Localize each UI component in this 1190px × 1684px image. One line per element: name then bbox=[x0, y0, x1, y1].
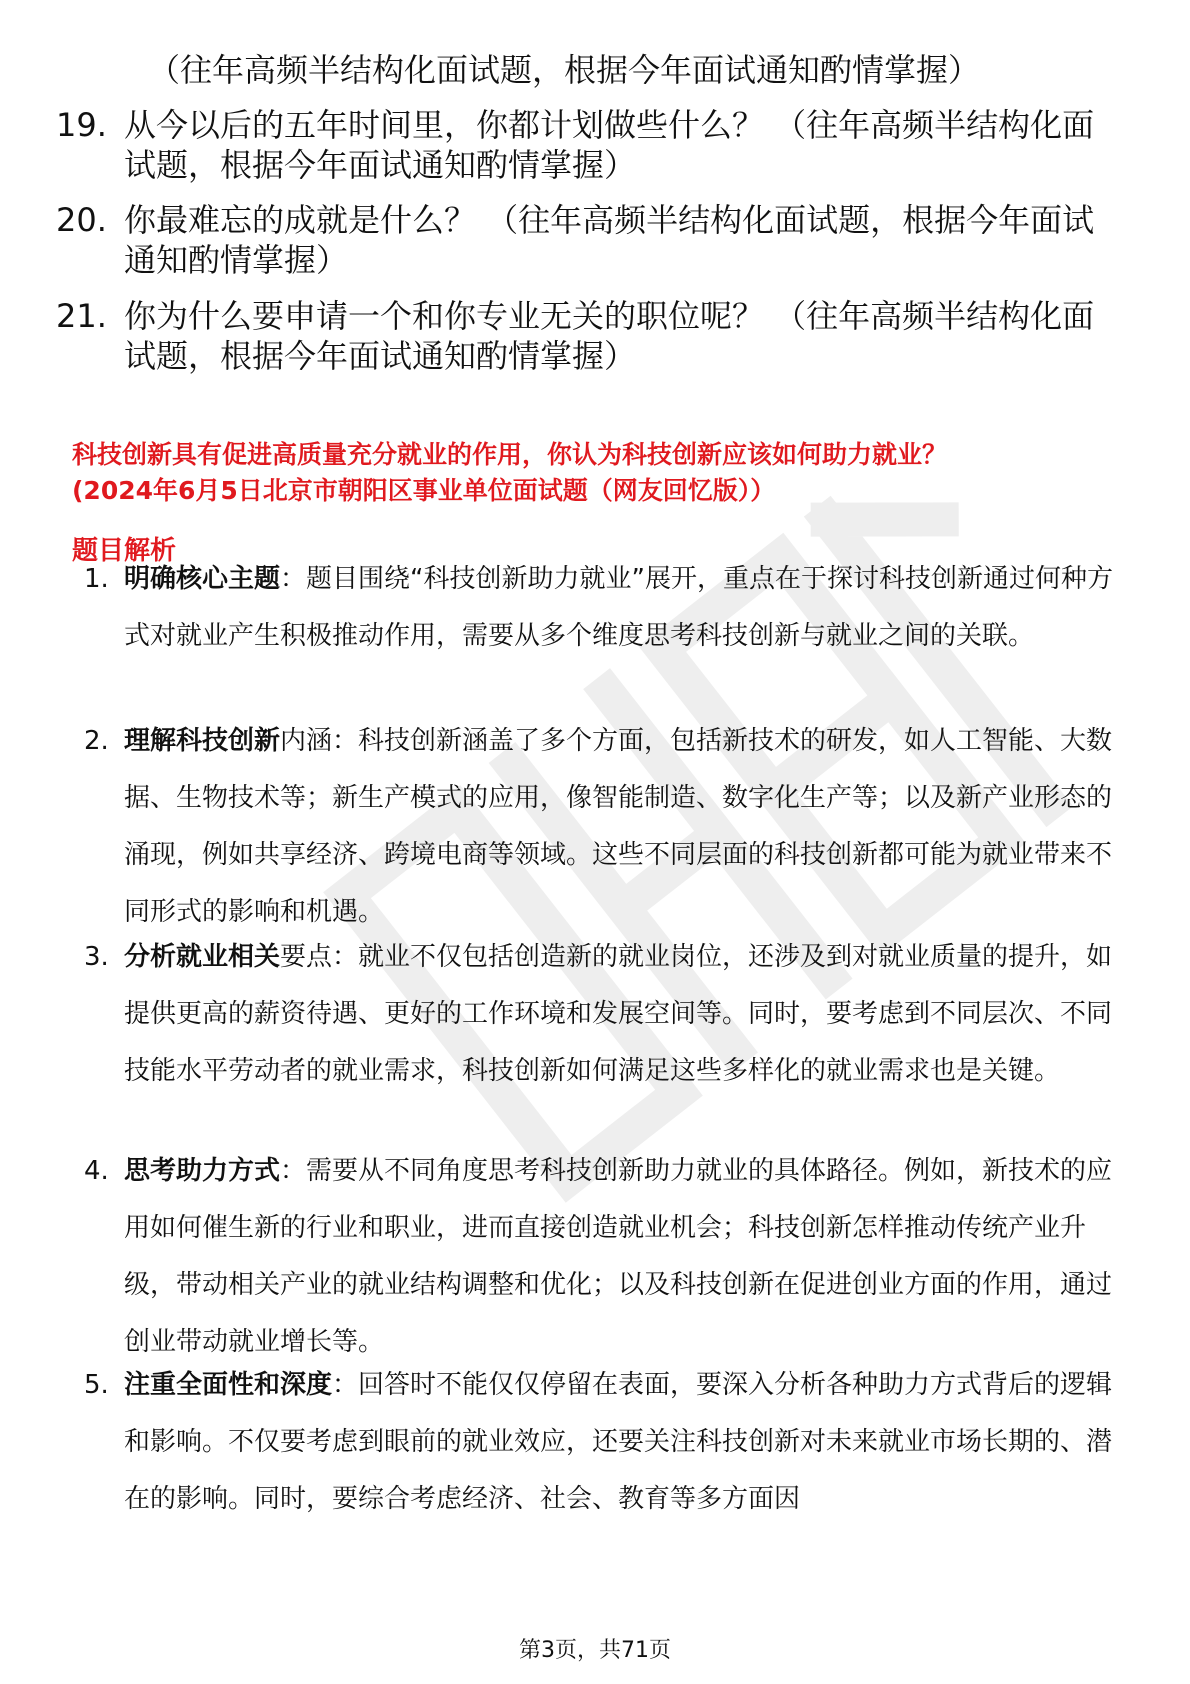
page-number-footer: 第3页，共71页 bbox=[519, 1638, 671, 1663]
analysis-term: 理解科技创新 bbox=[124, 726, 281, 756]
analysis-item-4 bbox=[84, 1143, 1134, 1371]
analysis-number: 1. bbox=[84, 564, 109, 594]
question-item-21 bbox=[56, 296, 1136, 376]
question-text: 你最难忘的成就是什么？ （往年高频半结构化面试题，根据今年面试通知酌情掌握） bbox=[124, 201, 1095, 279]
analysis-term: 分析就业相关 bbox=[124, 942, 281, 972]
analysis-text: 要点：就业不仅包括创造新的就业岗位，还涉及到对就业质量的提升，如提供更高的薪资待遇、更好的工作环境和发展空间等。同时，要考虑到不同层次、不同技能水平劳动者的就业需求，科技创新如何满足这些多样化的就业需求也是关键。 bbox=[124, 942, 1113, 1086]
analysis-item-1 bbox=[84, 551, 1134, 665]
analysis-item-5 bbox=[84, 1357, 1134, 1528]
analysis-number: 5. bbox=[84, 1370, 109, 1400]
question-item-20 bbox=[56, 200, 1136, 280]
analysis-item-2 bbox=[84, 713, 1134, 941]
analysis-number: 3. bbox=[84, 942, 109, 972]
analysis-text: 内涵：科技创新涵盖了多个方面，包括新技术的研发，如人工智能、大数据、生物技术等；新生产模式的应用，像智能制造、数字化生产等；以及新产业形态的涌现，例如共享经济、跨境电商等领域。这些不同层面的科技创新都可能为就业带来不同形式的影响和机遇。 bbox=[124, 726, 1113, 927]
question-number: 19. bbox=[56, 106, 107, 144]
question-text: 从今以后的五年时间里，你都计划做些什么？ （往年高频半结构化面试题，根据今年面试通知酌情掌握） bbox=[124, 106, 1095, 184]
question-number: 21. bbox=[56, 297, 107, 335]
question-heading-line2: (2024年6月5日北京市朝阳区事业单位面试题（网友回忆版）） bbox=[72, 476, 776, 505]
analysis-term: 明确核心主题 bbox=[124, 564, 281, 594]
question-heading-line1: 科技创新具有促进高质量充分就业的作用，你认为科技创新应该如何助力就业？ bbox=[72, 440, 948, 469]
analysis-text: ：需要从不同角度思考科技创新助力就业的具体路径。例如，新技术的应用如何催生新的行业和职业，进而直接创造就业机会；科技创新怎样推动传统产业升级，带动相关产业的就业结构调整和优化；以及科技创新在促进创业方面的作用，通过创业带动就业增长等。 bbox=[124, 1156, 1113, 1357]
analysis-text: ：题目围绕“科技创新助力就业”展开，重点在于探讨科技创新通过何种方式对就业产生积极推动作用，需要从多个维度思考科技创新与就业之间的关联。 bbox=[124, 564, 1113, 651]
question-number: 20. bbox=[56, 201, 107, 239]
analysis-number: 4. bbox=[84, 1156, 109, 1186]
question-continuation: （往年高频半结构化面试题，根据今年面试通知酌情掌握） bbox=[148, 51, 981, 89]
analysis-title: 题目解析 bbox=[72, 536, 177, 566]
question-item-19 bbox=[56, 105, 1136, 185]
analysis-term: 思考助力方式 bbox=[124, 1156, 281, 1186]
question-text: 你为什么要申请一个和你专业无关的职位呢？ （往年高频半结构化面试题，根据今年面试通知酌情掌握） bbox=[124, 297, 1095, 375]
analysis-term: 注重全面性和深度 bbox=[124, 1370, 333, 1400]
question-heading bbox=[72, 437, 1132, 509]
analysis-number: 2. bbox=[84, 726, 109, 756]
analysis-item-3 bbox=[84, 929, 1134, 1100]
analysis-text: ：回答时不能仅仅停留在表面，要深入分析各种助力方式背后的逻辑和影响。不仅要考虑到眼前的就业效应，还要关注科技创新对未来就业市场长期的、潜在的影响。同时，要综合考虑经济、社会、教育等多方面因 bbox=[124, 1370, 1113, 1514]
